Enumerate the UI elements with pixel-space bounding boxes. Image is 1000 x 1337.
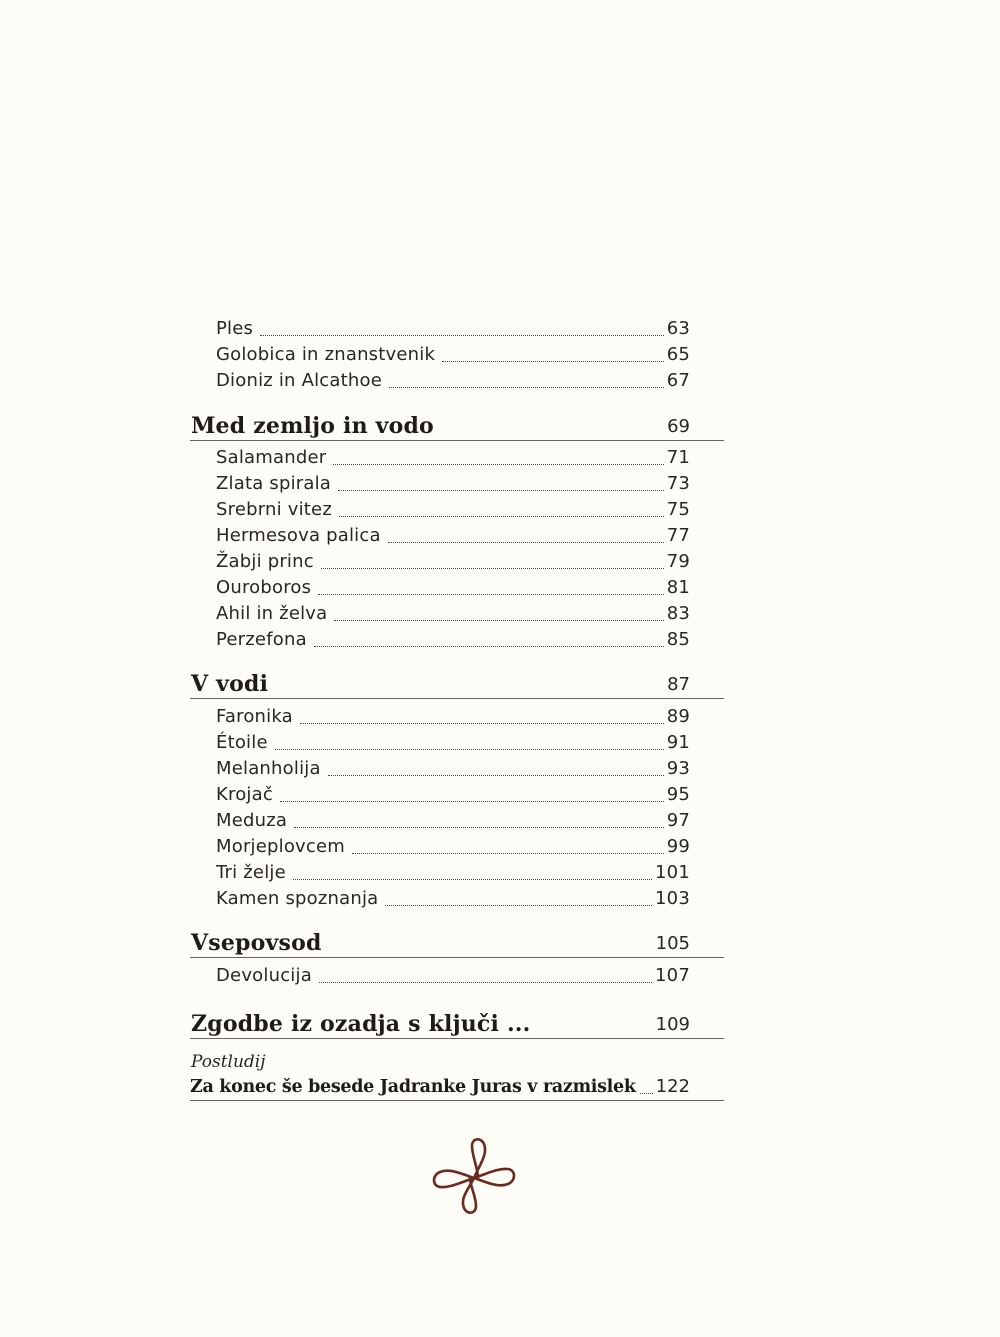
toc-entry-title: Krojač [216,784,273,805]
toc-entry-page: 101 [655,862,690,883]
section-heading[interactable] [190,410,724,441]
toc-entry-page: 97 [666,810,690,831]
toc-entry[interactable] [216,706,690,730]
section-page: 69 [667,416,690,437]
section-heading[interactable] [190,1008,724,1039]
toc-entry-title: Hermesova palica [216,525,381,546]
toc-entry[interactable] [216,603,690,627]
toc-entry-page: 85 [666,629,690,650]
section-heading[interactable] [190,927,724,958]
toc-entry-page: 83 [666,603,690,624]
toc-entry-page: 77 [666,525,690,546]
dot-leader [442,360,664,362]
section-heading[interactable] [190,668,724,699]
toc-entry[interactable] [216,784,690,808]
toc-entry-title: Morjeplovcem [216,836,346,857]
dot-leader [328,774,664,776]
toc-entry-title: Golobica in znanstvenik [216,344,436,365]
dot-leader [339,515,664,517]
toc-entry[interactable] [216,577,690,601]
dot-leader [333,463,663,465]
dot-leader [318,593,663,595]
dot-leader [352,852,664,854]
toc-entry-title: Perzefona [216,629,307,650]
toc-entry-title: Étoile [216,732,268,753]
toc-entry[interactable] [216,758,690,782]
toc-entry-title: Ouroboros [216,577,312,598]
dot-leader [319,981,652,983]
dot-leader [294,826,664,828]
toc-entry-title: Melanholija [216,758,321,779]
toc-entry[interactable] [216,965,690,989]
toc-entry-title: Meduza [216,810,288,831]
knot-ornament-icon [428,1134,520,1218]
toc-entry[interactable] [216,862,690,886]
dot-leader [385,904,652,906]
dot-leader [388,541,664,543]
toc-entry[interactable] [216,499,690,523]
toc-entry-page: 63 [666,318,690,339]
dot-leader [293,878,652,880]
toc-entry-page: 103 [655,888,690,909]
toc-entry-title: Salamander [216,447,327,468]
toc-entry-page: 93 [666,758,690,779]
postludij-title: Za konec še besede Jadranke Juras v razmislek [190,1077,636,1097]
section-title: V vodi [191,671,269,697]
toc-entry[interactable] [216,344,690,368]
toc-entry-page: 99 [666,836,690,857]
section-page: 105 [655,933,690,954]
section-title: Med zemljo in vodo [191,413,434,439]
postludij-label: Postludij [191,1052,266,1072]
toc-entry[interactable] [216,732,690,756]
toc-entry[interactable] [216,447,690,471]
postludij-entry[interactable] [190,1076,724,1101]
section-title: Zgodbe iz ozadja s ključi ... [191,1011,531,1037]
dot-leader [334,619,663,621]
toc-entry-title: Tri želje [216,862,286,883]
toc-entry-page: 71 [666,447,690,468]
dot-leader [314,645,664,647]
toc-entry[interactable] [216,629,690,653]
toc-entry-page: 107 [655,965,690,986]
dot-leader [300,722,664,724]
toc-entry-title: Ahil in želva [216,603,328,624]
section-page: 87 [667,674,690,695]
toc-entry-title: Faronika [216,706,293,727]
toc-entry-title: Kamen spoznanja [216,888,379,909]
toc-entry[interactable] [216,836,690,860]
toc-entry-title: Dioniz in Alcathoe [216,370,382,391]
toc-entry-page: 81 [666,577,690,598]
dot-leader [260,334,664,336]
toc-entry[interactable] [216,370,690,394]
dot-leader [640,1092,653,1094]
toc-entry-page: 73 [666,473,690,494]
dot-leader [280,800,664,802]
postludij-page: 122 [655,1076,690,1097]
toc-entry-page: 89 [666,706,690,727]
toc-entry-title: Devolucija [216,965,312,986]
toc-entry[interactable] [216,525,690,549]
toc-entry[interactable] [216,318,690,342]
toc-entry-title: Zlata spirala [216,473,332,494]
toc-entry-page: 91 [666,732,690,753]
toc-entry-page: 75 [666,499,690,520]
section-page: 109 [655,1014,690,1035]
toc-entry-page: 65 [666,344,690,365]
dot-leader [338,489,664,491]
toc-entry-title: Žabji princ [216,551,314,572]
toc-entry-page: 67 [666,370,690,391]
toc-entry[interactable] [216,551,690,575]
toc-entry-page: 95 [666,784,690,805]
toc-entry-title: Srebrni vitez [216,499,332,520]
toc-entry[interactable] [216,888,690,912]
dot-leader [275,748,664,750]
toc-entry-page: 79 [666,551,690,572]
toc-entry[interactable] [216,473,690,497]
dot-leader [321,567,664,569]
toc-entry[interactable] [216,810,690,834]
toc-entry-title: Ples [216,318,254,339]
dot-leader [389,386,664,388]
section-title: Vsepovsod [191,930,322,956]
